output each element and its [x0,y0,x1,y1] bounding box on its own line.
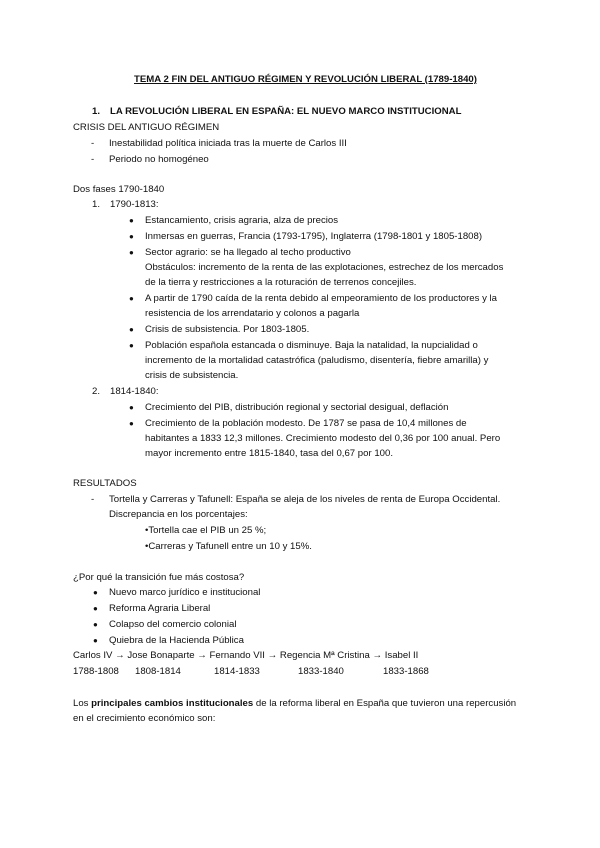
resultados-sub: •Carreras y Tafunell entre un 10 y 15%. [145,541,312,552]
phase1-bullet: Crisis de subsistencia. Por 1803-1805. [145,324,310,335]
section-number: 1. [92,106,101,117]
phase1-bullet: Inmersas en guerras, Francia (1793-1795), Inglaterra (1798-1801 y 1805-1808) [145,231,483,242]
phase1-bullet-cont: incremento de la mortalidad catastrófica (paludismo, disentería, fiebre amarilla) y [145,355,489,366]
reyes-year: 1808-1814 [135,666,181,677]
bullet-icon: ● [129,325,134,334]
resultados-item: Tortella y Carreras y Tafunell: España se aleja de los niveles de renta de Europa Occidental. [109,494,501,505]
phase-number: 2. [92,386,101,397]
reyes-year: 1833-1868 [383,666,429,677]
bullet-icon: ● [93,604,98,613]
phase-number: 1. [92,199,101,210]
phase2-bullet: Crecimiento del PIB, distribución regional y sectorial desigual, deflación [145,402,449,413]
reyes-year: 1833-1840 [298,666,344,677]
phase1-bullet-cont: resistencia de los arrendatario y colonos a pagarla [145,308,360,319]
bullet-icon: ● [93,588,98,597]
crisis-item: Periodo no homogéneo [109,154,209,165]
cambios-bold: principales cambios institucionales [91,698,254,709]
transicion-item: Reforma Agraria Liberal [109,603,211,614]
dash-marker: - [91,154,95,165]
bullet-icon: ● [129,294,134,303]
section-heading: LA REVOLUCIÓN LIBERAL EN ESPAÑA: EL NUEVO MARCO INSTITUCIONAL [110,106,462,117]
bullet-icon: ● [129,341,134,350]
transicion-item: Quiebra de la Hacienda Pública [109,635,244,646]
resultados-heading: RESULTADOS [73,478,137,489]
phase2-bullet-cont: mayor incremento entre 1815-1840, tasa del 0,67 por 100. [145,448,393,459]
phase1-bullet-cont: crisis de subsistencia. [145,370,239,381]
phase1-bullet: Población española estancada o disminuye. Baja la natalidad, la nupcialidad o [145,340,478,351]
phase1-bullet-cont: Obstáculos: incremento de la renta de las explotaciones, estrechez de los mercados [145,262,504,273]
bullet-icon: ● [129,419,134,428]
phase2-bullet-cont: habitantes a 1833 12,3 millones. Crecimiento modesto del 0,36 por 100 anual. Pero [145,433,501,444]
dash-marker: - [91,138,95,149]
transicion-question: ¿Por qué la transición fue más costosa? [73,572,245,583]
transicion-item: Nuevo marco jurídico e institucional [109,587,261,598]
cambios-text: Los [73,698,92,709]
dash-marker: - [91,494,95,505]
phase1-bullet: A partir de 1790 caída de la renta debido al empeoramiento de los productores y la [145,293,497,304]
phase1-bullet-cont: de la tierra y restricciones a la roturación de terrenos concejiles. [145,277,417,288]
crisis-heading: CRISIS DEL ANTIGUO RÉGIMEN [73,122,220,133]
bullet-icon: ● [93,620,98,629]
reyes-year: 1788-1808 [73,666,119,677]
transicion-item: Colapso del comercio colonial [109,619,237,630]
bullet-icon: ● [129,232,134,241]
reyes-line: Carlos IV → Jose Bonaparte → Fernando VII → Regencia Mª Cristina → Isabel II [73,650,419,661]
crisis-item: Inestabilidad política iniciada tras la muerte de Carlos III [109,138,347,149]
resultados-sub: •Tortella cae el PIB un 25 %; [145,525,267,536]
cambios-text: de la reforma liberal en España que tuvieron una repercusión [253,698,517,709]
bullet-icon: ● [93,636,98,645]
document-title: TEMA 2 FIN DEL ANTIGUO RÉGIMEN Y REVOLUCIÓN LIBERAL (1789-1840) [134,74,477,85]
bullet-icon: ● [129,248,134,257]
bullet-icon: ● [129,216,134,225]
phase-label: 1814-1840: [110,386,159,397]
dos-fases-heading: Dos fases 1790-1840 [73,184,165,195]
phase1-bullet: Sector agrario: se ha llegado al techo productivo [145,247,351,258]
cambios-paragraph [73,698,516,710]
phase-label: 1790-1813: [110,199,159,210]
phase2-bullet: Crecimiento de la población modesto. De 1787 se pasa de 10,4 millones de [145,418,467,429]
reyes-year: 1814-1833 [214,666,260,677]
cambios-paragraph-cont: en el crecimiento económico son: [73,713,216,724]
resultados-item-cont: Discrepancia en los porcentajes: [109,509,248,520]
phase1-bullet: Estancamiento, crisis agraria, alza de precios [145,215,339,226]
bullet-icon: ● [129,403,134,412]
